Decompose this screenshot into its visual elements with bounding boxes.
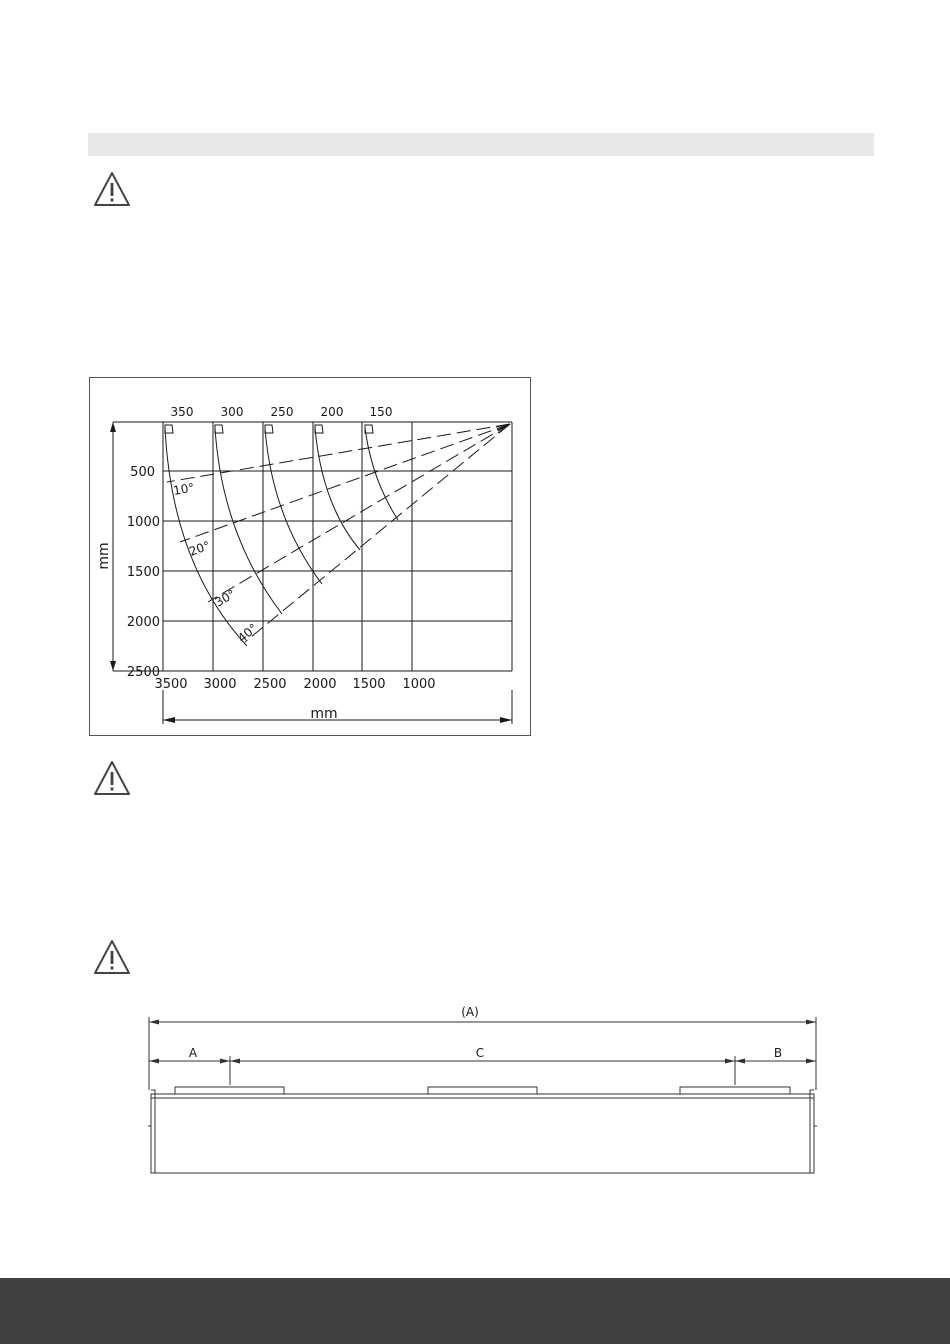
top-label: 350 bbox=[170, 405, 194, 419]
top-label: 150 bbox=[369, 405, 393, 419]
top-label: 200 bbox=[320, 405, 344, 419]
section-header-bar bbox=[88, 133, 874, 156]
y-tick-label: 1000 bbox=[126, 515, 160, 530]
page-footer-bar bbox=[0, 1278, 950, 1344]
warning-triangle-icon bbox=[93, 939, 131, 975]
angle-label: 30° bbox=[212, 586, 238, 610]
dimension-a-label: A bbox=[188, 1046, 198, 1060]
x-tick-label: 3000 bbox=[203, 677, 237, 692]
throw-diagram-panel bbox=[89, 377, 531, 736]
overall-dimension-label: (A) bbox=[461, 1005, 479, 1019]
x-axis-label: mm bbox=[310, 706, 338, 722]
dimension-b-label: B bbox=[773, 1046, 783, 1060]
x-tick-label: 1000 bbox=[402, 677, 436, 692]
warning-triangle-icon bbox=[93, 760, 131, 796]
y-axis-label: mm bbox=[96, 542, 112, 570]
angle-label: 20° bbox=[187, 538, 213, 559]
x-tick-label: 2500 bbox=[253, 677, 287, 692]
x-tick-label: 2000 bbox=[303, 677, 337, 692]
x-tick-label: 3500 bbox=[154, 677, 188, 692]
y-tick-label: 1500 bbox=[126, 565, 160, 580]
warning-triangle-icon bbox=[93, 171, 131, 207]
top-label: 300 bbox=[220, 405, 244, 419]
dimension-c-label: C bbox=[475, 1046, 485, 1060]
y-tick-label: 500 bbox=[130, 465, 155, 480]
top-labels bbox=[171, 405, 393, 419]
x-tick-labels bbox=[154, 677, 435, 692]
y-tick-label: 2000 bbox=[126, 615, 160, 630]
y-tick-labels bbox=[127, 465, 160, 680]
y-tick-label: 2500 bbox=[126, 665, 160, 680]
top-label: 250 bbox=[270, 405, 294, 419]
throw-diagram bbox=[89, 377, 531, 736]
angle-label: 10° bbox=[172, 480, 196, 498]
angle-label: 40° bbox=[234, 620, 261, 646]
x-tick-label: 1500 bbox=[352, 677, 386, 692]
